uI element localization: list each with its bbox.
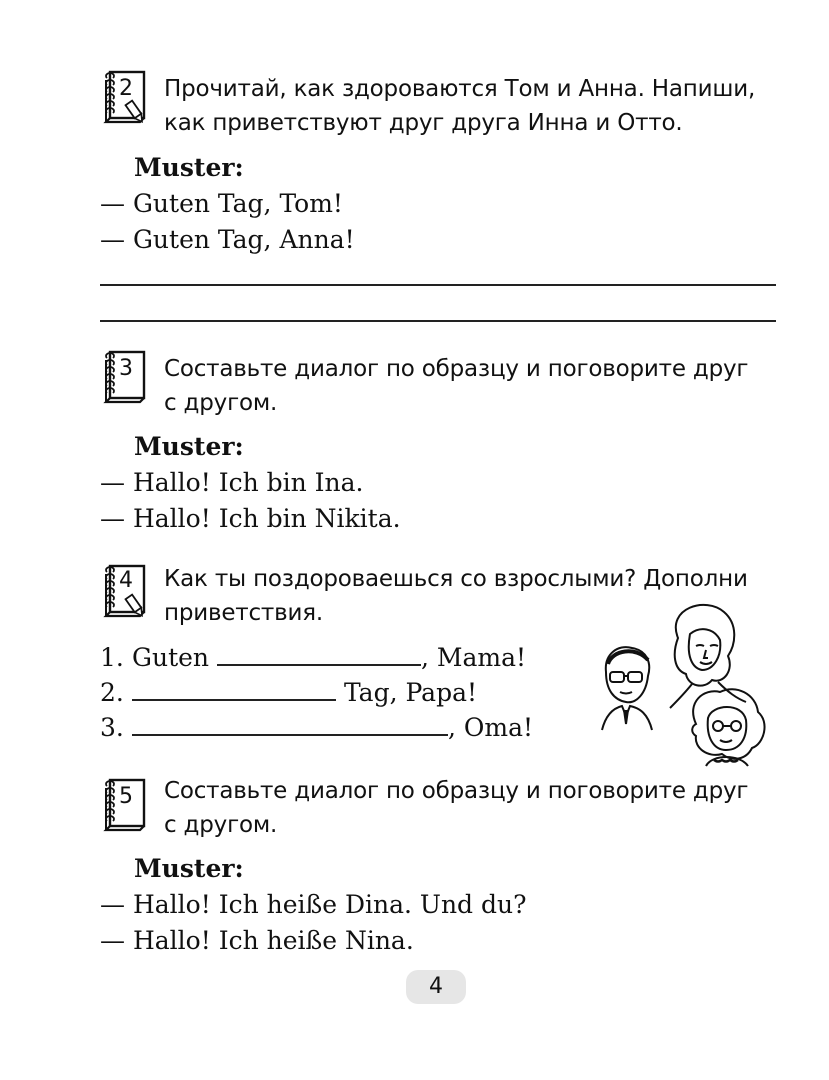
writing-line[interactable] [100,320,776,322]
instruction-line: приветствия. [164,600,323,626]
item-number: 2. [100,678,124,707]
exercise-item [100,677,477,708]
dialog-line: — Hallo! Ich bin Ina. [100,468,364,497]
fill-blank[interactable] [132,712,448,736]
item-number: 1. [100,643,124,672]
papa-figure [602,647,652,730]
item-text-after: , Oma! [448,713,534,742]
dialog-line: — Hallo! Ich heiße Dina. Und du? [100,890,527,919]
task-instruction [164,774,794,842]
page-number: 4 [406,970,466,1004]
item-text-after: , Mama! [420,643,527,672]
exercise-item [100,642,526,673]
fill-blank[interactable] [217,642,421,666]
task-number: 2 [119,76,133,101]
task-instruction [164,72,794,140]
muster-label: Muster: [134,854,244,883]
dialog-line: — Guten Tag, Tom! [100,189,343,218]
item-text-before: Guten [132,643,210,672]
writing-line[interactable] [100,284,776,286]
task-number: 3 [119,356,133,381]
exercise-item [100,712,533,743]
oma-figure [692,689,764,766]
instruction-line: Прочитай, как здороваются Том и Анна. Напиши, [164,76,756,102]
item-text-after: Tag, Papa! [343,678,478,707]
dialog-line: — Hallo! Ich heiße Nina. [100,926,414,955]
instruction-line: Как ты поздороваешься со взрослыми? Дополни [164,566,748,592]
muster-label: Muster: [134,153,244,182]
task-instruction [164,352,794,420]
instruction-line: Составьте диалог по образцу и поговорите друг [164,356,749,382]
fill-blank[interactable] [132,677,336,701]
instruction-line: с другом. [164,390,278,416]
family-illustration [596,598,786,773]
instruction-line: Составьте диалог по образцу и поговорите друг [164,778,749,804]
item-number: 3. [100,713,124,742]
dialog-line: — Hallo! Ich bin Nikita. [100,504,401,533]
task-number: 4 [119,568,133,593]
muster-label: Muster: [134,432,244,461]
task-number: 5 [119,784,133,809]
instruction-line: с другом. [164,812,278,838]
instruction-line: как приветствуют друг друга Инна и Отто. [164,110,683,136]
dialog-line: — Guten Tag, Anna! [100,225,355,254]
